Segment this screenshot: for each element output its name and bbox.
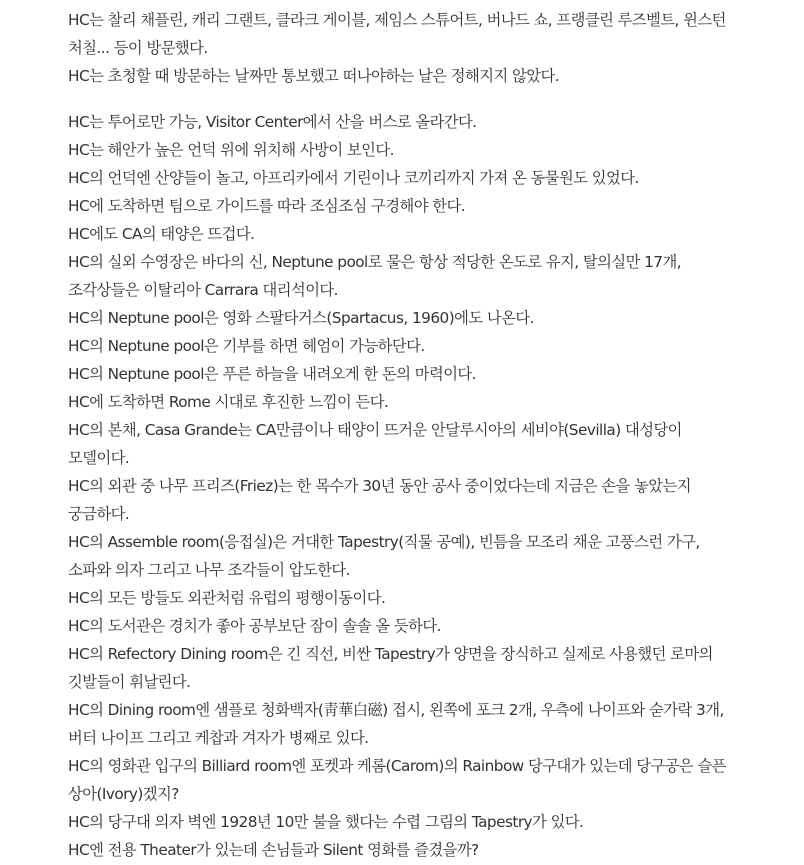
paragraph: HC의 Neptune pool은 영화 스팔타거스(Spartacus, 1960)에도 나온다.: [68, 309, 534, 327]
paragraph: HC의 당구대 의자 벽엔 1928년 10만 불을 했다는 수렵 그림의 Tapestry가 있다.: [68, 813, 584, 831]
paragraph-spacer: [68, 90, 804, 108]
paragraph: HC에도 CA의 태양은 뜨겁다.: [68, 225, 255, 243]
paragraph: HC의 영화관 입구의 Billiard room엔 포켓과 케롬(Carom)의 Rainbow 당구대가 있는데 당구공은 슬픈 상아(Ivory)겠지?: [68, 757, 726, 803]
paragraph: HC에 도착하면 팀으로 가이드를 따라 조심조심 구경해야 한다.: [68, 197, 466, 215]
paragraph: HC의 Assemble room(응접실)은 거대한 Tapestry(직물 공예), 빈틈을 모조리 채운 고풍스런 가구, 소파와 의자 그리고 나무 조각들이 압도한다.: [68, 533, 700, 579]
paragraph: HC의 외관 중 나무 프리즈(Friez)는 한 목수가 30년 동안 공사 중이었다는데 지금은 손을 놓았는지 궁금하다.: [68, 477, 691, 523]
paragraph-group-bottom: [68, 108, 804, 864]
paragraph: HC의 도서관은 경치가 좋아 공부보단 잠이 솔솔 올 듯하다.: [68, 617, 441, 635]
paragraph: HC엔 전용 Theater가 있는데 손님들과 Silent 영화를 즐겼을까?: [68, 841, 479, 859]
paragraph: HC는 찰리 채플린, 캐리 그랜트, 클라크 게이블, 제임스 스튜어트, 버나드 쇼, 프랭클린 루즈벨트, 윈스턴 처칠... 등이 방문했다.: [68, 11, 726, 57]
paragraph: HC에 도착하면 Rome 시대로 후진한 느낌이 든다.: [68, 393, 389, 411]
paragraph: HC의 Dining room엔 샘플로 청화백자(靑華白磁) 접시, 왼쪽에 포크 2개, 우측에 나이프와 숟가락 3개, 버터 나이프 그리고 케찹과 겨자가 병째로 있다.: [68, 701, 724, 747]
paragraph: HC는 초청할 때 방문하는 날짜만 통보했고 떠나야하는 날은 정해지지 않았다.: [68, 67, 560, 85]
paragraph: HC의 Neptune pool은 푸른 하늘을 내려오게 한 돈의 마력이다.: [68, 365, 476, 383]
paragraph: HC는 투어로만 가능, Visitor Center에서 산을 버스로 올라간다.: [68, 113, 477, 131]
paragraph-group-top: [68, 6, 804, 90]
paragraph: HC의 언덕엔 산양들이 놀고, 아프리카에서 기린이나 코끼리까지 가져 온 동물원도 있었다.: [68, 169, 639, 187]
paragraph: HC의 모든 방들도 외관처럼 유럽의 평행이동이다.: [68, 589, 386, 607]
paragraph: HC의 본채, Casa Grande는 CA만큼이나 태양이 뜨거운 안달루시아의 세비야(Sevilla) 대성당이 모델이다.: [68, 421, 682, 467]
paragraph: HC의 Neptune pool은 기부를 하면 헤엄이 가능하단다.: [68, 337, 425, 355]
paragraph: HC는 해안가 높은 언덕 위에 위치해 사방이 보인다.: [68, 141, 394, 159]
paragraph: HC의 실외 수영장은 바다의 신, Neptune pool로 물은 항상 적당한 온도로 유지, 탈의실만 17개, 조각상들은 이탈리아 Carrara 대리석이다.: [68, 253, 682, 299]
paragraph: HC의 Refectory Dining room은 긴 직선, 비싼 Tapestry가 양면을 장식하고 실제로 사용했던 로마의 깃발들이 휘날린다.: [68, 645, 713, 691]
